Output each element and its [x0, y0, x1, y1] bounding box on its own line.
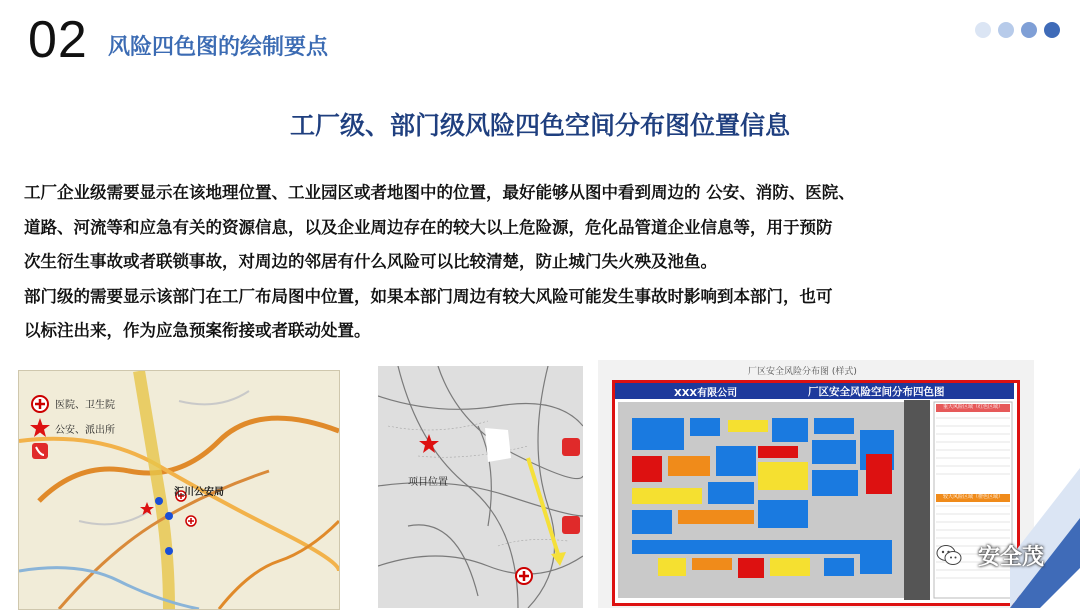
- map-legend-police: 公安、派出所: [55, 425, 115, 436]
- body-text: [24, 176, 1064, 349]
- wechat-logo-icon: [936, 544, 962, 566]
- dot-1: [975, 22, 991, 38]
- map-legend-hospital: 医院、卫生院: [55, 400, 115, 411]
- legend-table-major: 重大风险区域（红色区域）: [942, 404, 1003, 410]
- project-location-label: 项目位置: [408, 477, 448, 488]
- corner-decoration: [1010, 458, 1080, 608]
- plant-map-title: 厂区安全风险空间分布四色图: [808, 386, 945, 398]
- dot-2: [998, 22, 1014, 38]
- plant-map-caption: 厂区安全风险分布图 (样式): [748, 367, 857, 377]
- map-place-label: 汇川公安局: [174, 487, 224, 498]
- plant-layout-image: [598, 360, 1034, 608]
- watermark: 安全茂: [977, 545, 1044, 570]
- text-line: 次生衍生事故或者联锁事故，对周边的邻居有什么风险可以比较清楚，防止城门失火殃及池鱼。: [24, 252, 717, 271]
- pager-dots: [975, 22, 1060, 38]
- text-line: 工厂企业级需要显示在该地理位置、工业园区或者地图中的位置，最好能够从图中看到周边的 公安、消防、医院、: [24, 183, 855, 202]
- text-line: 部门级的需要显示该部门在工厂布局图中位置，如果本部门周边有较大风险可能发生事故时影响到本部门，也可: [24, 286, 833, 306]
- dot-3: [1021, 22, 1037, 38]
- legend-table-significant: 较大风险区域（橙色区域）: [942, 494, 1003, 500]
- section-title: 风险四色图的绘制要点: [108, 35, 329, 60]
- plant-map-company: XXX有限公司: [674, 388, 738, 399]
- street-map-image: [378, 366, 583, 608]
- text-line: 以标注出来，作为应急预案衔接或者联动处置。: [24, 321, 371, 340]
- regional-map-image: [18, 370, 340, 610]
- plant-layout-graphic: [598, 360, 1034, 608]
- section-number: 02: [28, 11, 88, 69]
- dot-4: [1044, 22, 1060, 38]
- slide-heading: 工厂级、部门级风险四色空间分布图位置信息: [289, 111, 790, 140]
- text-line: 道路、河流等和应急有关的资源信息，以及企业周边存在的较大以上危险源，危化品管道企业信息等，用于预防: [24, 217, 833, 237]
